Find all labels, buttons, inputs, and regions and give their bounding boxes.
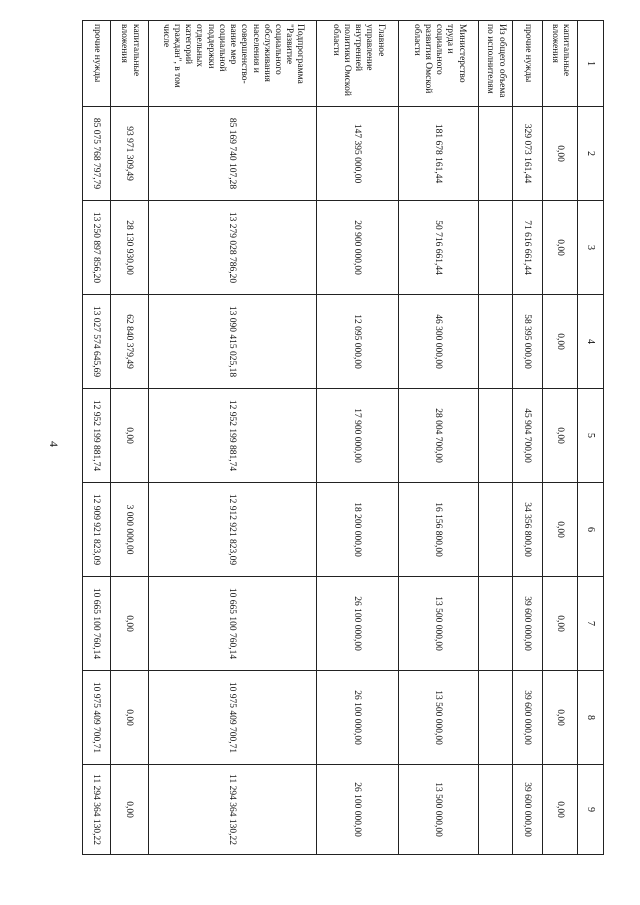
table-cell: 0,00 xyxy=(111,765,149,855)
table-cell: 13 500 000,00 xyxy=(399,577,479,671)
table-row xyxy=(111,21,149,855)
table-row xyxy=(317,21,399,855)
header-cell: 5 xyxy=(578,389,604,483)
header-cell: 6 xyxy=(578,483,604,577)
table-cell xyxy=(479,107,513,201)
table-cell: 0,00 xyxy=(543,671,578,765)
row-label: Главное управление внутренней политики Омской области xyxy=(317,21,399,107)
table-cell: 26 100 000,00 xyxy=(317,671,399,765)
table-cell xyxy=(479,201,513,295)
table-cell: 62 840 379,49 xyxy=(111,295,149,389)
table-cell xyxy=(479,671,513,765)
table-cell: 10 665 100 760,14 xyxy=(83,577,111,671)
table-cell: 0,00 xyxy=(543,483,578,577)
table-cell: 13 250 897 856,20 xyxy=(83,201,111,295)
table-cell: 0,00 xyxy=(543,201,578,295)
rotated-table-wrapper xyxy=(91,20,604,854)
table-cell: 0,00 xyxy=(543,107,578,201)
table-cell: 13 500 000,00 xyxy=(399,671,479,765)
table-cell: 50 716 661,44 xyxy=(399,201,479,295)
table-cell: 39 600 000,00 xyxy=(513,765,543,855)
table-cell: 10 665 100 760,14 xyxy=(149,577,317,671)
table-cell: 10 975 409 700,71 xyxy=(83,671,111,765)
table-cell: 46 300 000,00 xyxy=(399,295,479,389)
row-label: прочие нужды xyxy=(83,21,111,107)
row-label: прочие нужды xyxy=(513,21,543,107)
table-cell: 181 678 161,44 xyxy=(399,107,479,201)
table-cell: 0,00 xyxy=(543,577,578,671)
table-cell xyxy=(479,295,513,389)
table-cell: 329 073 161,44 xyxy=(513,107,543,201)
row-label: капитальные вложения xyxy=(111,21,149,107)
table-cell: 28 004 700,00 xyxy=(399,389,479,483)
table-cell: 71 616 661,44 xyxy=(513,201,543,295)
table-cell: 20 900 000,00 xyxy=(317,201,399,295)
budget-table xyxy=(82,20,604,855)
table-cell: 93 971 309,49 xyxy=(111,107,149,201)
table-cell xyxy=(479,765,513,855)
page-number: 4 xyxy=(47,441,61,447)
row-label: Из общего объема по исполнителям xyxy=(479,21,513,107)
table-cell: 13 500 000,00 xyxy=(399,765,479,855)
table-cell: 10 975 409 700,71 xyxy=(149,671,317,765)
table-cell: 3 000 000,00 xyxy=(111,483,149,577)
header-cell: 3 xyxy=(578,201,604,295)
table-cell: 11 294 364 130,22 xyxy=(83,765,111,855)
table-cell: 12 912 921 823,09 xyxy=(149,483,317,577)
table-cell: 13 090 415 025,18 xyxy=(149,295,317,389)
table-cell: 85 075 768 797,79 xyxy=(83,107,111,201)
table-cell: 16 156 800,00 xyxy=(399,483,479,577)
row-label: Подпрограмма "Развитие социального обслуживания населения и совершенство-вание мер социальной поддержки отдельных категорий граждан", в том числе xyxy=(149,21,317,107)
table-row xyxy=(513,21,543,855)
header-cell: 1 xyxy=(578,21,604,107)
table-cell: 12 909 921 823,09 xyxy=(83,483,111,577)
table-cell: 26 100 000,00 xyxy=(317,577,399,671)
table-cell: 26 100 000,00 xyxy=(317,765,399,855)
table-cell: 17 900 000,00 xyxy=(317,389,399,483)
table-cell xyxy=(479,577,513,671)
table-cell: 13 027 574 645,69 xyxy=(83,295,111,389)
table-cell: 12 952 199 881,74 xyxy=(149,389,317,483)
table-cell: 12 952 199 881,74 xyxy=(83,389,111,483)
header-cell: 2 xyxy=(578,107,604,201)
row-label: Министерство труда и социального развития Омской области xyxy=(399,21,479,107)
table-row xyxy=(399,21,479,855)
table-cell: 147 395 000,00 xyxy=(317,107,399,201)
table-cell: 0,00 xyxy=(111,389,149,483)
header-row xyxy=(578,21,604,855)
header-cell: 9 xyxy=(578,765,604,855)
table-cell xyxy=(479,483,513,577)
table-cell: 45 904 700,00 xyxy=(513,389,543,483)
table-cell: 34 356 800,00 xyxy=(513,483,543,577)
table-cell: 13 279 028 786,20 xyxy=(149,201,317,295)
row-label: капитальные вложения xyxy=(543,21,578,107)
table-cell: 0,00 xyxy=(543,389,578,483)
table-cell: 0,00 xyxy=(111,671,149,765)
table-cell: 58 395 000,00 xyxy=(513,295,543,389)
header-cell: 4 xyxy=(578,295,604,389)
table-cell: 85 169 740 107,28 xyxy=(149,107,317,201)
table-row xyxy=(543,21,578,855)
header-cell: 7 xyxy=(578,577,604,671)
table-cell: 0,00 xyxy=(543,295,578,389)
table-row xyxy=(83,21,111,855)
table-cell: 28 130 930,00 xyxy=(111,201,149,295)
table-cell: 0,00 xyxy=(111,577,149,671)
table-cell xyxy=(479,389,513,483)
table-cell: 11 294 364 130,22 xyxy=(149,765,317,855)
table-cell: 18 200 000,00 xyxy=(317,483,399,577)
table-row xyxy=(149,21,317,855)
table-cell: 0,00 xyxy=(543,765,578,855)
table-row xyxy=(479,21,513,855)
header-cell: 8 xyxy=(578,671,604,765)
table-cell: 39 600 000,00 xyxy=(513,577,543,671)
table-cell: 12 095 000,00 xyxy=(317,295,399,389)
table-cell: 39 600 000,00 xyxy=(513,671,543,765)
